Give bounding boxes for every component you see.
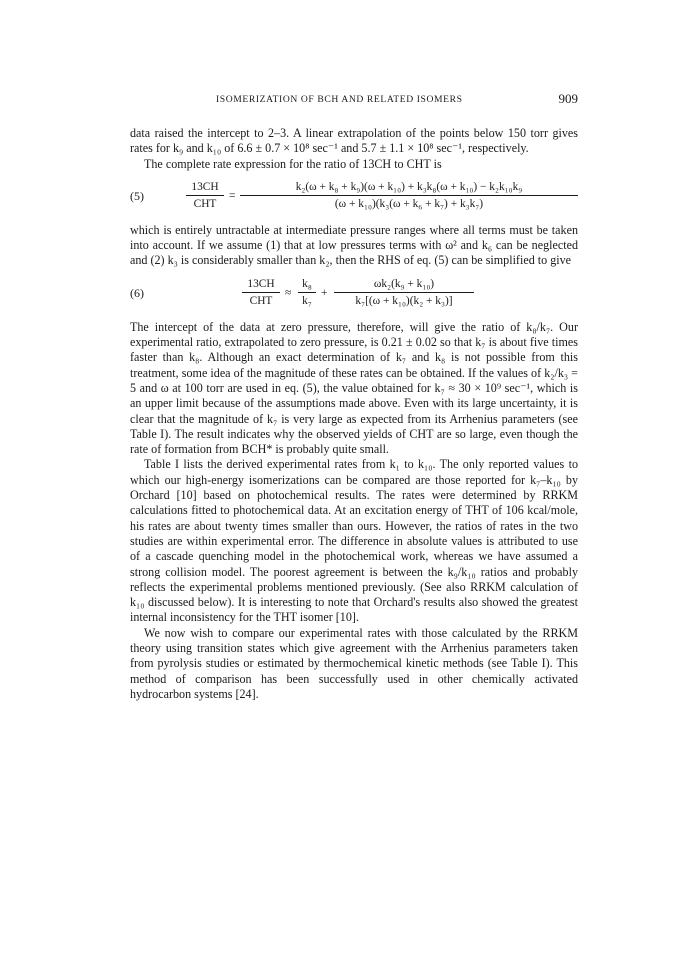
eq6-term2-numerator: ωk₂(k₉ + k₁₀) (373, 277, 435, 290)
running-head: ISOMERIZATION OF BCH AND RELATED ISOMERS (216, 94, 463, 105)
equation-5 (130, 175, 578, 219)
eq6-term1-denominator: k₇ (298, 292, 316, 309)
eq6-lhs-numerator: 13CH (247, 277, 275, 290)
eq6-term2-fraction (334, 277, 474, 310)
eq5-lhs-denominator: CHT (186, 195, 224, 212)
eq5-lhs-numerator: 13CH (191, 180, 219, 193)
eq6-lhs-denominator: CHT (242, 292, 280, 309)
equation-number: (5) (130, 188, 144, 203)
eq5-rhs-fraction (240, 180, 578, 213)
paragraph-4: The intercept of the data at zero pressure, therefore, will give the ratio of k₈/k₇. Our experimental ratio, extrapolated to zero pressure, is 0.21 ± 0.02 so that k₇ is about five times faster than k₈. Although an exact determination of k₇ and k₈ is not possible from this treatment, some idea of the magnitude of these rates can be obtained. If the values of k₂/k₃ = 5 and ω at 100 torr are used in eq. (5), the value obtained for k₇ ≈ 30 × 10⁹ sec⁻¹, which is an upper limit because of the assumptions made above. Even with its large uncertainty, it is clear that the magnitude of k₇ is very large as expected from its Arrhenius parameters (see Table I). The result indicates why the observed yields of CHT are so large, even though the rate of formation from BCH* is probably quite small. (130, 319, 578, 457)
article-body (130, 126, 578, 702)
paragraph-2: The complete rate expression for the ratio of 13CH to CHT is (144, 156, 442, 171)
paragraph-5: Table I lists the derived experimental rates from k₁ to k₁₀. The only reported values to which our high-energy isomerizations can be compared are those reported for k₇–k₁₀ by Orchard [10] based on photochemical results. The rates were determined by RRKM calculations fitted to photochemical data. At an excitation energy of THT of 106 kcal/mole, his rates are about twenty times smaller than ours. However, the ratios of rates in the two studies are within experimental error. The difference in absolute values is attributed to use of a cascade quenching model in the photochemical work, whereas we have assumed a strong collision model. The poorest agreement is between the k₉/k₁₀ ratios and probably reflects the experimental problems mentioned previously. (See also RRKM calculation of k₁₀ discussed below). It is interesting to note that Orchard's results also showed the greatest internal inconsistency for the THT isomer [10]. (130, 457, 578, 625)
equation-6 (130, 272, 578, 316)
eq5-rhs-denominator: (ω + k₁₀)(k₃(ω + k₆ + k₇) + k₃k₇) (240, 195, 578, 212)
eq6-term1-fraction (298, 277, 316, 310)
paragraph-1: data raised the intercept to 2–3. A linear extrapolation of the points below 150 torr gives rates for k₉ and k₁₀ of 6.6 ± 0.7 × 10⁸ sec⁻¹ and 5.7 ± 1.1 × 10⁸ sec⁻¹, respectively. (130, 126, 578, 156)
paragraph-6: We now wish to compare our experimental rates with those calculated by the RRKM theory using transition states which give agreement with the Arrhenius parameters taken from pyrolysis studies or estimated by thermochemical kinetic methods (see Table I). This method of comparison has been successfully used in other chemically activated hydrocarbon systems [24]. (130, 625, 578, 701)
equation-number: (6) (130, 285, 144, 300)
eq6-term1-numerator: k₈ (302, 277, 312, 290)
eq5-relation: = (229, 189, 236, 202)
eq6-relation: ≈ (285, 286, 292, 299)
eq6-lhs-fraction (242, 277, 280, 310)
paragraph-3: which is entirely untractable at intermediate pressure ranges where all terms must be taken into account. If we assume (1) that at low pressures terms with ω² and k₆ can be neglected and (2) k₃ is considerably smaller than k₂, then the RHS of eq. (5) can be simplified to give (130, 222, 578, 268)
eq6-plus: + (321, 286, 328, 299)
page-number: 909 (558, 91, 578, 106)
eq6-term2-denominator: k₇[(ω + k₁₀)(k₂ + k₃)] (334, 292, 474, 309)
eq5-rhs-numerator: k₂(ω + k₈ + k₉)(ω + k₁₀) + k₃k₈(ω + k₁₀) − k₂k₁₀k₉ (295, 180, 523, 193)
eq5-lhs-fraction (186, 180, 224, 213)
